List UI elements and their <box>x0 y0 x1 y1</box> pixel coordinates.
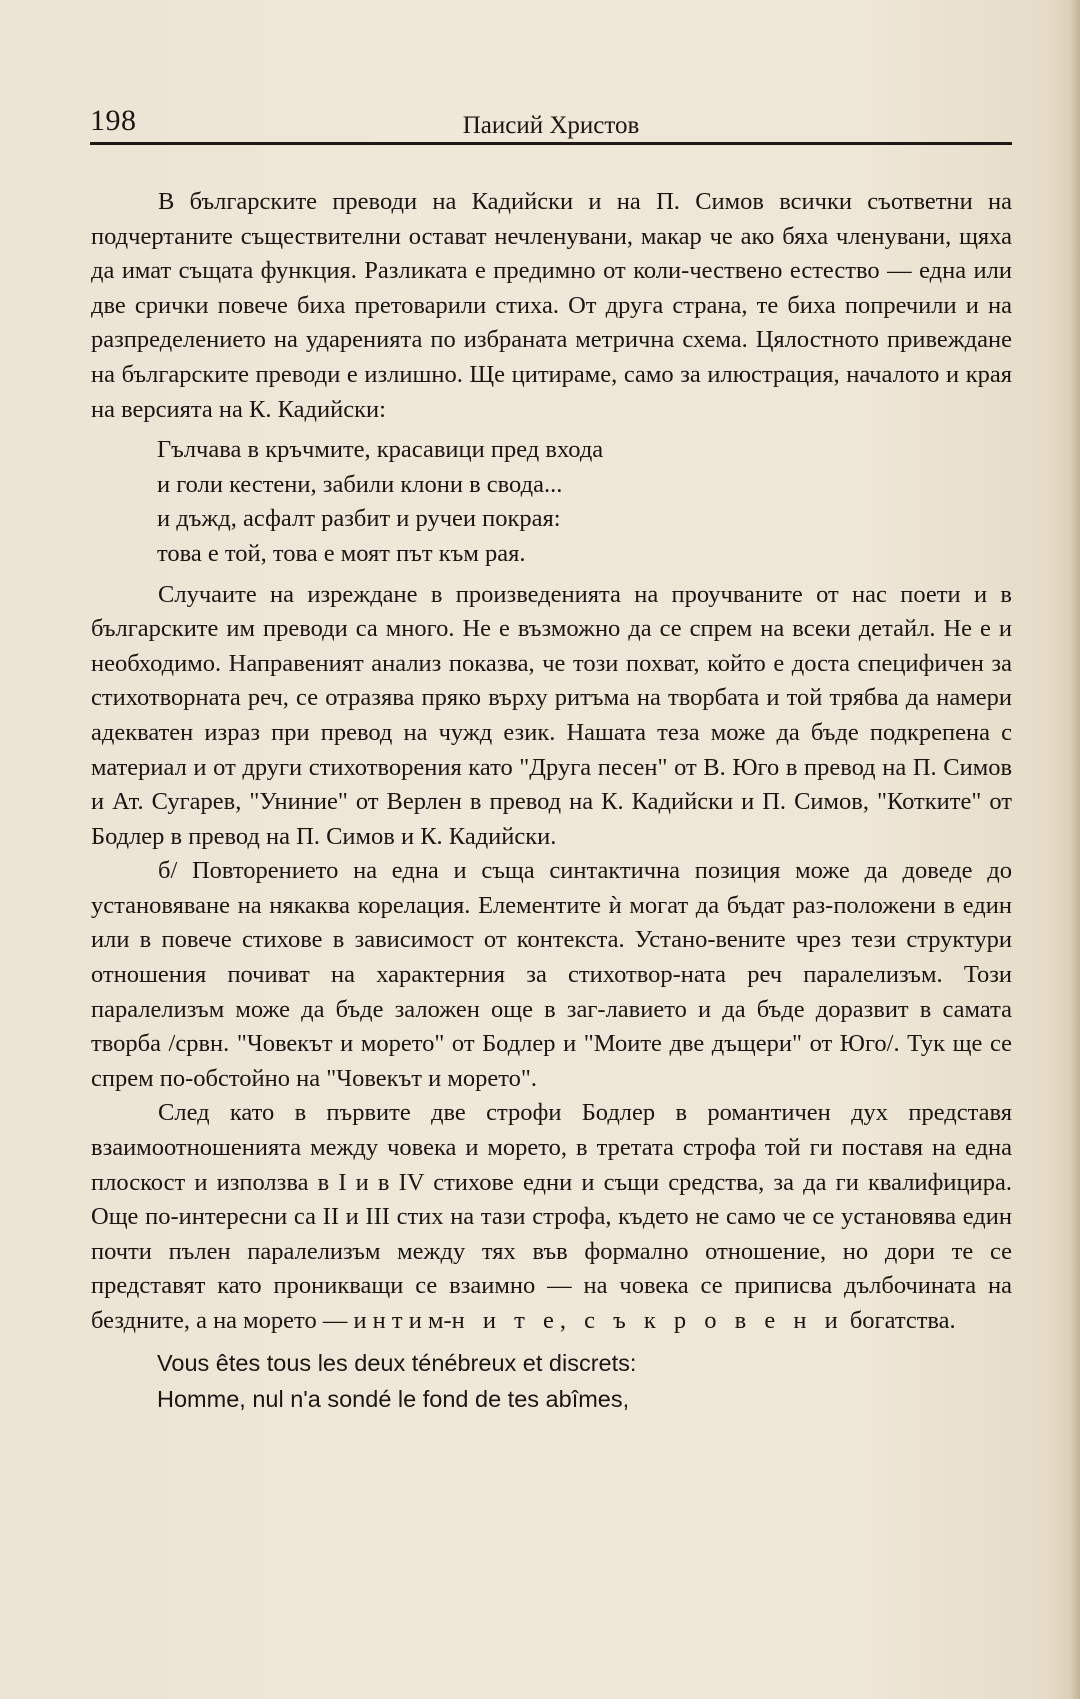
running-head: Паисий Христов <box>462 112 640 139</box>
text-line: стихотворения като "Друга песен" от В. Юго в превод на П. Симов и Ат. <box>91 753 1013 816</box>
verse-quote-kadiyski <box>157 433 1012 571</box>
text-line: детайл. Не е и необходимо. Направеният анализ показва, че този похват, <box>91 615 1012 677</box>
verse-line: Homme, nul n'a sondé le fond de tes abîmes, <box>157 1385 630 1412</box>
text-line: е излишно. Ще цитираме, само за илюстрация, началото и края на версията <box>91 360 1013 423</box>
paragraph-1 <box>91 185 1012 427</box>
text-line: От друга страна, те биха попречили и на разпределението на ударенията по <box>91 291 1012 354</box>
text-line: членувани, щяха да имат същата функция. Разликата е предимно от коли- <box>91 222 1013 285</box>
text-line: лавието и да бъде доразвит в самата творба /срвн. "Човекът и морето" от <box>91 995 1012 1058</box>
page-edge-shadow <box>1070 0 1080 1699</box>
header-rule <box>90 142 1012 145</box>
text-line: който е доста специфичен за стихотворната реч, се отразява пряко върху <box>91 649 1012 712</box>
text-line: на подчертаните съществителни остават нечленувани, макар че ако бяха <box>91 188 1012 250</box>
spaced-emphasis: н и т е, с ъ к р о в е н и <box>451 1307 844 1334</box>
verse-line: и дъжд, асфалт разбит и ручеи покрая: <box>157 505 561 533</box>
verse-line: и голи кестени, забили клони в свода... <box>157 470 563 498</box>
text-line: и в българските им преводи са много. Не е възможно да се спрем на всеки <box>91 580 1012 643</box>
text-line: "Човекът и морето". <box>326 1064 537 1092</box>
page-number: 198 <box>90 104 137 137</box>
text-line: вените чрез тези структури отношения почиват на характерния за стихотвор- <box>91 926 1013 989</box>
verse-line: Vous êtes tous les deux ténébreux et discrets: <box>157 1349 637 1376</box>
page-body <box>91 185 1012 1417</box>
paragraph-4 <box>91 1096 1012 1338</box>
text-line: — на човека се приписва дълбочината на бездните, а на морето — и н т и м- <box>91 1272 1012 1334</box>
text-line: на К. Кадийски: <box>218 395 386 423</box>
text-line: богатства. <box>843 1307 956 1334</box>
french-verse-quote <box>157 1345 1012 1417</box>
text-line: само че се установява един почти пълен паралелизъм между тях във <box>91 1203 1012 1265</box>
text-line: положени в един или в повече стихове в зависимост от контекста. Устано- <box>91 891 1012 954</box>
text-line: Бодлер и "Моите две дъщери" от Юго/. Тук ще се спрем по-обстойно на <box>91 1030 1012 1092</box>
verse-line: това е той, това е моят път към рая. <box>157 539 526 567</box>
text-line: ги квалифицира. Още по-интересни са II и III стих на тази строфа, където не <box>91 1168 1012 1231</box>
text-line: ритъма на творбата и той трябва да намери адекватен израз при превод на <box>91 684 1012 746</box>
text-line: Сугарев, "Униние" от Верлен в превод на К. Кадийски и П. Симов, "Котките" <box>151 788 982 816</box>
text-line: взаимоотношенията между човека и морето, в третата строфа той ги поставя <box>91 1134 924 1162</box>
text-line: ната реч паралелизъм. Този паралелизъм може да бъде заложен още в заг- <box>91 961 1012 1023</box>
text-line: от Бодлер в превод на П. Симов и К. Кадийски. <box>91 788 1012 850</box>
text-line: на една плоскост и използва в I и в IV стихове едни и същи средства, за да <box>91 1134 1012 1196</box>
verse-line: Гълчава в кръчмите, красавици пред входа <box>157 436 604 464</box>
text-line: формално отношение, но дори те се представят като проникващи се взаимно <box>91 1237 1012 1300</box>
text-line: В българските преводи на Кадийски и на П. Симов всички съответни <box>158 188 973 215</box>
text-line: до установяване на някаква корелация. Елементите ѝ могат да бъдат раз- <box>91 857 1012 919</box>
text-line: След като в първите две строфи Бодлер в романтичен дух представя <box>158 1099 1012 1127</box>
text-line: избраната метрична схема. Цялостното привеждане на българските преводи <box>91 326 1013 388</box>
text-line: чужд език. Нашата теза може да бъде подкрепена с материал и от други <box>91 718 1013 781</box>
text-line: б/ Повторението на една и съща синтактична позиция може да доведе <box>158 857 973 885</box>
text-line: Случаите на изреждане в произведенията на проучваните от нас поети <box>158 580 961 608</box>
paragraph-3 <box>91 854 1012 1096</box>
page-header <box>90 102 1012 146</box>
text-line: чествено естество — една или две срички повече биха претоварили стиха. <box>91 257 1013 319</box>
paragraph-2 <box>91 578 1012 855</box>
